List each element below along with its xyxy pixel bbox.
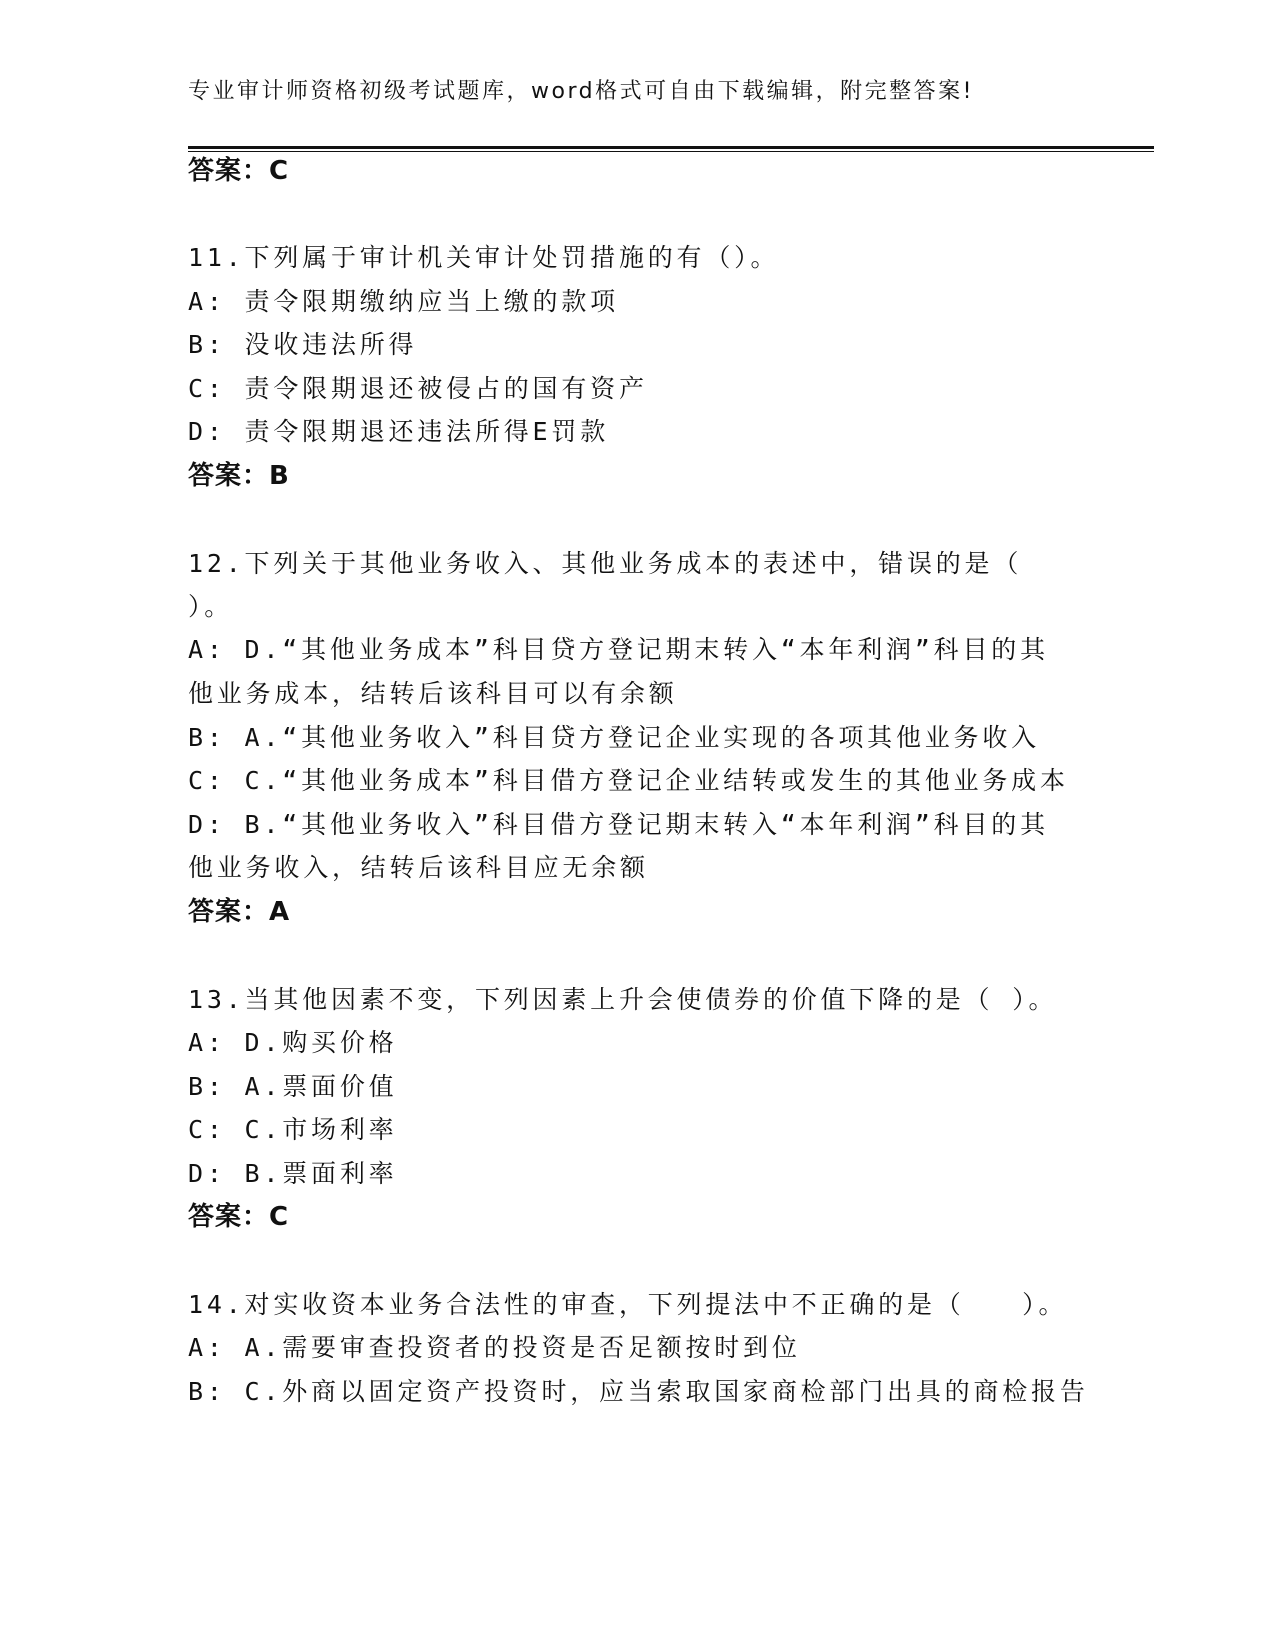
answer-line: 答案：B [188, 461, 290, 491]
answer-line: 答案：C [188, 156, 290, 186]
answer-line: 答案：C [188, 1202, 290, 1232]
option-line: A: D.“其他业务成本”科目贷方登记期末转入“本年利润”科目的其 [188, 635, 1049, 664]
page-header: 专业审计师资格初级考试题库，word格式可自由下载编辑，附完整答案! [188, 79, 974, 104]
header-rule-thick [188, 146, 1154, 149]
option-line: A: D.购买价格 [188, 1028, 398, 1057]
option-line: D: B.“其他业务收入”科目借方登记期末转入“本年利润”科目的其 [188, 810, 1049, 839]
option-line: A: A.需要审查投资者的投资是否足额按时到位 [188, 1333, 801, 1362]
question-stem: 11.下列属于审计机关审计处罚措施的有（）。 [188, 243, 780, 272]
option-line: D: B.票面利率 [188, 1159, 398, 1188]
option-line: B: A.“其他业务收入”科目贷方登记企业实现的各项其他业务收入 [188, 723, 1040, 752]
question-stem: 12.下列关于其他业务收入、其他业务成本的表述中，错误的是（ [188, 549, 1023, 578]
option-line: C: C.市场利率 [188, 1115, 398, 1144]
option-line: B: 没收违法所得 [188, 330, 418, 359]
header-rule-thin [188, 151, 1154, 152]
option-line: B: A.票面价值 [188, 1072, 398, 1101]
option-line: C: 责令限期退还被侵占的国有资产 [188, 374, 648, 403]
answer-line: 答案：A [188, 897, 291, 927]
option-line: C: C.“其他业务成本”科目借方登记企业结转或发生的其他业务成本 [188, 766, 1069, 795]
question-stem: 13.当其他因素不变，下列因素上升会使债券的价值下降的是（ ）。 [188, 985, 1058, 1014]
option-line-cont: 他业务成本，结转后该科目可以有余额 [188, 679, 678, 708]
question-stem-cont: ）。 [188, 592, 234, 621]
question-stem: 14.对实收资本业务合法性的审查，下列提法中不正确的是（ ）。 [188, 1290, 1068, 1319]
option-line-cont: 他业务收入，结转后该科目应无余额 [188, 853, 649, 882]
option-line: B: C.外商以固定资产投资时，应当索取国家商检部门出具的商检报告 [188, 1377, 1089, 1406]
option-line: D: 责令限期退还违法所得E罚款 [188, 417, 610, 446]
option-line: A: 责令限期缴纳应当上缴的款项 [188, 287, 619, 316]
